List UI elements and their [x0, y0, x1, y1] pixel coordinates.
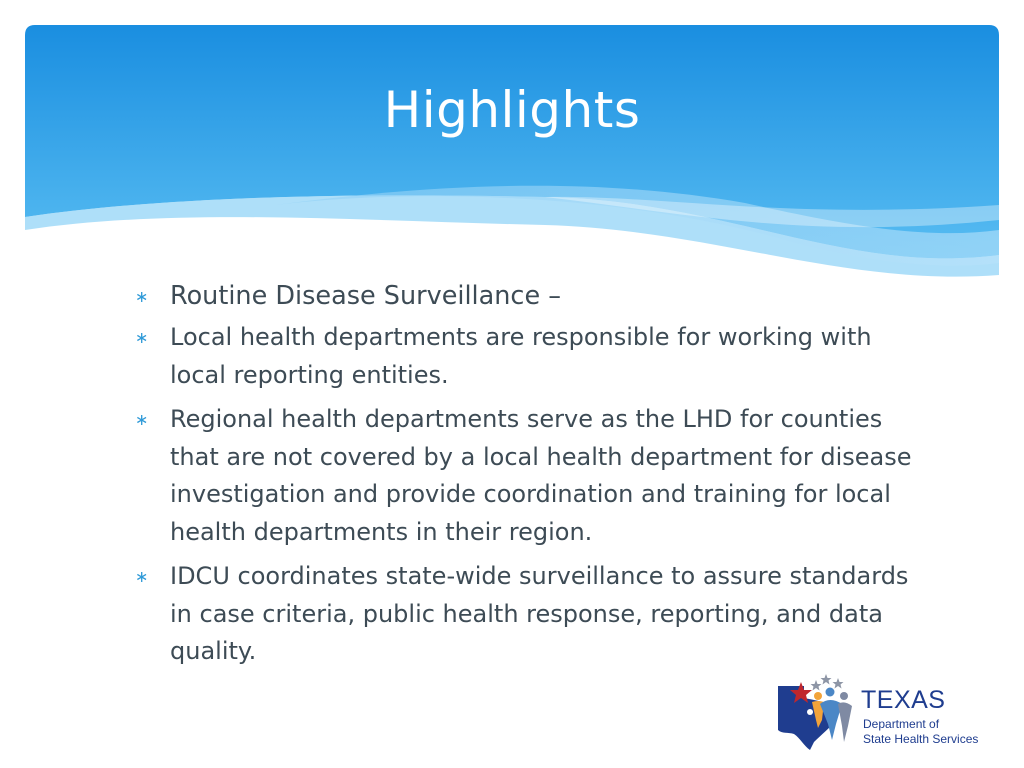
asterisk-bullet-icon: ∗ — [135, 567, 149, 586]
logo-wordmark: TEXAS — [861, 686, 946, 714]
bullet-text: Regional health departments serve as the LHD for counties that are not covered by a local health department for disease investigation and provide coordination and training for local health departments in their region. — [170, 405, 912, 546]
texas-map-figures-icon — [774, 672, 864, 752]
dshs-logo — [774, 672, 999, 752]
slide-header-banner — [25, 25, 999, 285]
bullet-item — [135, 401, 935, 551]
bullet-item — [135, 558, 935, 671]
wave-banner-graphic — [25, 25, 999, 285]
asterisk-bullet-icon: ∗ — [135, 287, 149, 306]
bullet-text: Local health departments are responsible for working with local reporting entities. — [170, 323, 872, 389]
slide-title: Highlights — [383, 81, 641, 139]
bullet-item — [135, 276, 935, 316]
asterisk-bullet-icon: ∗ — [135, 410, 149, 429]
bullet-list — [135, 276, 935, 678]
bullet-item — [135, 319, 935, 394]
logo-line-2: State Health Services — [863, 732, 979, 746]
asterisk-bullet-icon: ∗ — [135, 328, 149, 347]
bullet-text: IDCU coordinates state-wide surveillance to assure standards in case criteria, public health response, reporting, and data quality. — [170, 562, 909, 665]
bullet-text: Routine Disease Surveillance – — [170, 281, 561, 311]
logo-line-1: Department of — [863, 717, 940, 731]
